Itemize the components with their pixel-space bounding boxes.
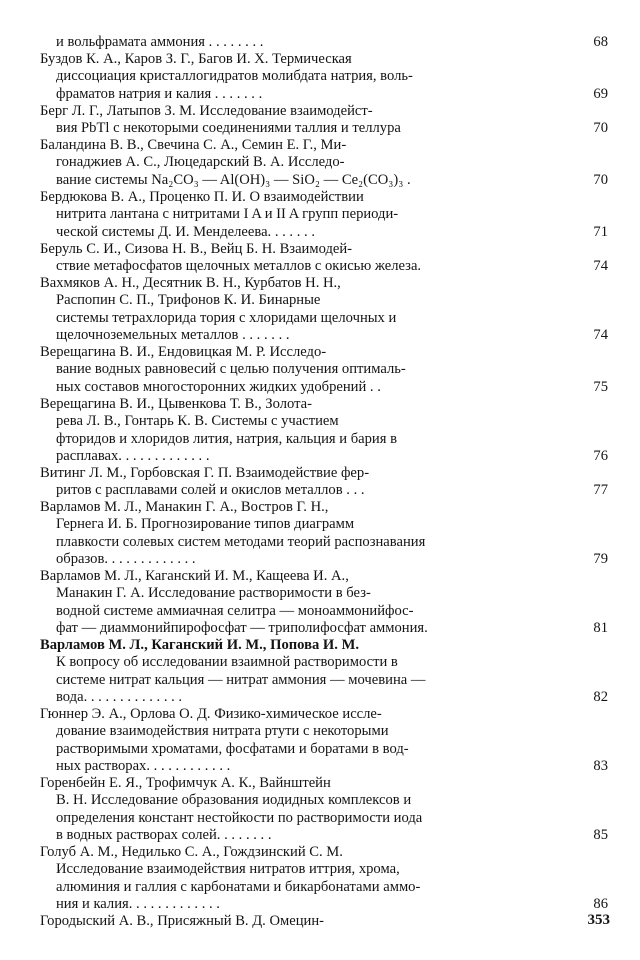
entry-line: гонаджиев А. С., Люцедарский В. А. Исследо- xyxy=(56,154,345,171)
entry-line: образов. . . . . . . . . . . . . xyxy=(56,550,196,567)
index-entry xyxy=(40,637,555,706)
entry-line: определения констант нестойкости по растворимости иода xyxy=(56,809,423,826)
page-number: 353 xyxy=(587,912,610,928)
entry-line: Верещагина В. И., Ендовицкая М. Р. Исследо- xyxy=(40,344,327,360)
index-entry xyxy=(40,499,555,568)
entry-line: Городыский А. В., Присяжный В. Д. Омецин- xyxy=(40,913,325,929)
entry-page-ref: 74 xyxy=(593,258,608,274)
entry-line: фраматов натрия и калия . . . . . . . xyxy=(56,85,263,102)
index-entry xyxy=(40,137,555,189)
entry-line: К вопросу об исследовании взаимной растворимости в xyxy=(56,654,398,671)
entry-line: Витинг Л. М., Горбовская Г. П. Взаимодействие фер- xyxy=(40,465,370,481)
entry-line: Манакин Г. А. Исследование растворимости в без- xyxy=(56,585,371,602)
entry-line: вия PbTl с некоторыми соединениями таллия и теллура xyxy=(56,120,401,137)
index-entry xyxy=(40,465,555,500)
entry-line: Исследование взаимодействия нитратов иттрия, хрома, xyxy=(56,861,400,878)
entry-line: расплавах. . . . . . . . . . . . . xyxy=(56,447,210,464)
index-entry xyxy=(40,775,555,844)
entry-page-ref: 76 xyxy=(593,448,608,464)
entry-line: Гюннер Э. А., Орлова О. Д. Физико-химическое иссле- xyxy=(40,706,382,722)
entry-page-ref: 85 xyxy=(593,827,608,843)
entry-line: плавкости солевых систем методами теорий распознавания xyxy=(56,533,426,550)
index-entry xyxy=(40,844,555,913)
entry-line: ния и калия. . . . . . . . . . . . . xyxy=(56,895,220,912)
entry-line: ных составов многосторонних жидких удобрений . . xyxy=(56,378,381,395)
index-entry xyxy=(40,568,555,637)
entry-line: ных растворах. . . . . . . . . . . . xyxy=(56,757,231,774)
index-entry xyxy=(40,396,555,465)
entry-line: дование взаимодействия нитрата ртути с некоторыми xyxy=(56,723,389,740)
entry-line: растворимыми хроматами, фосфатами и боратами в вод- xyxy=(56,740,409,757)
entry-line: Берг Л. Г., Латыпов З. М. Исследование взаимодейст- xyxy=(40,103,373,119)
entry-line: вода. . . . . . . . . . . . . . xyxy=(56,688,183,705)
entry-line: системе нитрат кальция — нитрат аммония — мочевина — xyxy=(56,671,426,688)
entry-line: алюминия и галлия с карбонатами и бикарбонатами аммо- xyxy=(56,878,421,895)
entry-page-ref: 81 xyxy=(593,620,608,636)
entry-line: Распопин С. П., Трифонов К. И. Бинарные xyxy=(56,292,321,309)
entry-page-ref: 82 xyxy=(593,689,608,705)
entry-line: вание системы Na₂CO₃ — Al(OH)₃ — SiO₂ — Ce₂(CO₃)₃ . xyxy=(56,171,411,188)
entry-line: Варламов М. Л., Манакин Г. А., Востров Г. Н., xyxy=(40,499,329,515)
entry-line: водной системе аммиачная селитра — моноаммонийфос- xyxy=(56,602,414,619)
entry-line: Горенбейн Е. Я., Трофимчук А. К., Вайнштейн xyxy=(40,775,331,791)
entry-page-ref: 69 xyxy=(593,86,608,102)
entry-line: фторидов и хлоридов лития, натрия, кальция и бария в xyxy=(56,430,397,447)
entry-page-ref: 74 xyxy=(593,327,608,343)
entry-line: и вольфрамата аммония . . . . . . . . xyxy=(56,34,264,50)
entry-line: ствие метафосфатов щелочных металлов с окисью железа. xyxy=(56,258,422,275)
entry-line: в водных растворах солей. . . . . . . . xyxy=(56,826,272,843)
entry-page-ref: 75 xyxy=(593,379,608,395)
entry-line: ритов с расплавами солей и окислов металлов . . . xyxy=(56,482,365,499)
entry-page-ref: 77 xyxy=(593,482,608,498)
entry-line: нитрита лантана с нитритами I A и II A групп периоди- xyxy=(56,206,399,223)
index-entry xyxy=(40,913,555,930)
entry-page-ref: 79 xyxy=(593,551,608,567)
index-entry xyxy=(40,706,555,775)
entry-line: Варламов М. Л., Каганский И. М., Попова И. М. xyxy=(40,637,359,653)
entry-line: вание водных равновесий с целью получения оптималь- xyxy=(56,361,406,378)
index-entry xyxy=(40,34,555,51)
entry-line: Верещагина В. И., Цывенкова Т. В., Золота- xyxy=(40,396,312,412)
entry-line: Беруль С. И., Сизова Н. В., Вейц Б. Н. Взаимодей- xyxy=(40,241,353,257)
entry-line: диссоциация кристаллогидратов молибдата натрия, воль- xyxy=(56,68,413,85)
index-entry xyxy=(40,51,555,103)
entry-line: щелочноземельных металлов . . . . . . . xyxy=(56,326,290,343)
entry-line: системы тетрахлорида тория с хлоридами щелочных и xyxy=(56,309,397,326)
entry-line: В. Н. Исследование образования иодидных комплексов и xyxy=(56,792,412,809)
entry-line: фат — диаммонийпирофосфат — триполифосфат аммония. xyxy=(56,619,428,636)
entry-line: Варламов М. Л., Каганский И. М., Кащеева И. А., xyxy=(40,568,349,584)
index-entry xyxy=(40,344,555,396)
entry-line: Буздов К. А., Каров З. Г., Багов И. Х. Термическая xyxy=(40,51,352,67)
entry-line: Вахмяков А. Н., Десятник В. Н., Курбатов Н. Н., xyxy=(40,275,341,291)
entry-line: Баландина В. В., Свечина С. А., Семин Е. Г., Ми- xyxy=(40,137,347,153)
entry-page-ref: 68 xyxy=(593,34,608,50)
index-entry xyxy=(40,189,555,241)
entry-page-ref: 86 xyxy=(593,896,608,912)
entry-line: Бердюкова В. А., Проценко П. И. О взаимодействии xyxy=(40,189,364,205)
index-entry xyxy=(40,275,555,344)
entry-page-ref: 71 xyxy=(593,224,608,240)
index-entry xyxy=(40,103,555,138)
entry-page-ref: 70 xyxy=(593,172,608,188)
index-entry xyxy=(40,241,555,276)
entry-line: рева Л. В., Гонтарь К. В. Системы с участием xyxy=(56,413,339,430)
entry-line: Гернега И. Б. Прогнозирование типов диаграмм xyxy=(56,516,355,533)
entry-line: Голуб А. М., Недилько С. А., Гождзинский С. М. xyxy=(40,844,343,860)
entry-page-ref: 70 xyxy=(593,120,608,136)
entry-page-ref: 83 xyxy=(593,758,608,774)
entry-line: ческой системы Д. И. Менделеева. . . . . . . xyxy=(56,223,315,240)
